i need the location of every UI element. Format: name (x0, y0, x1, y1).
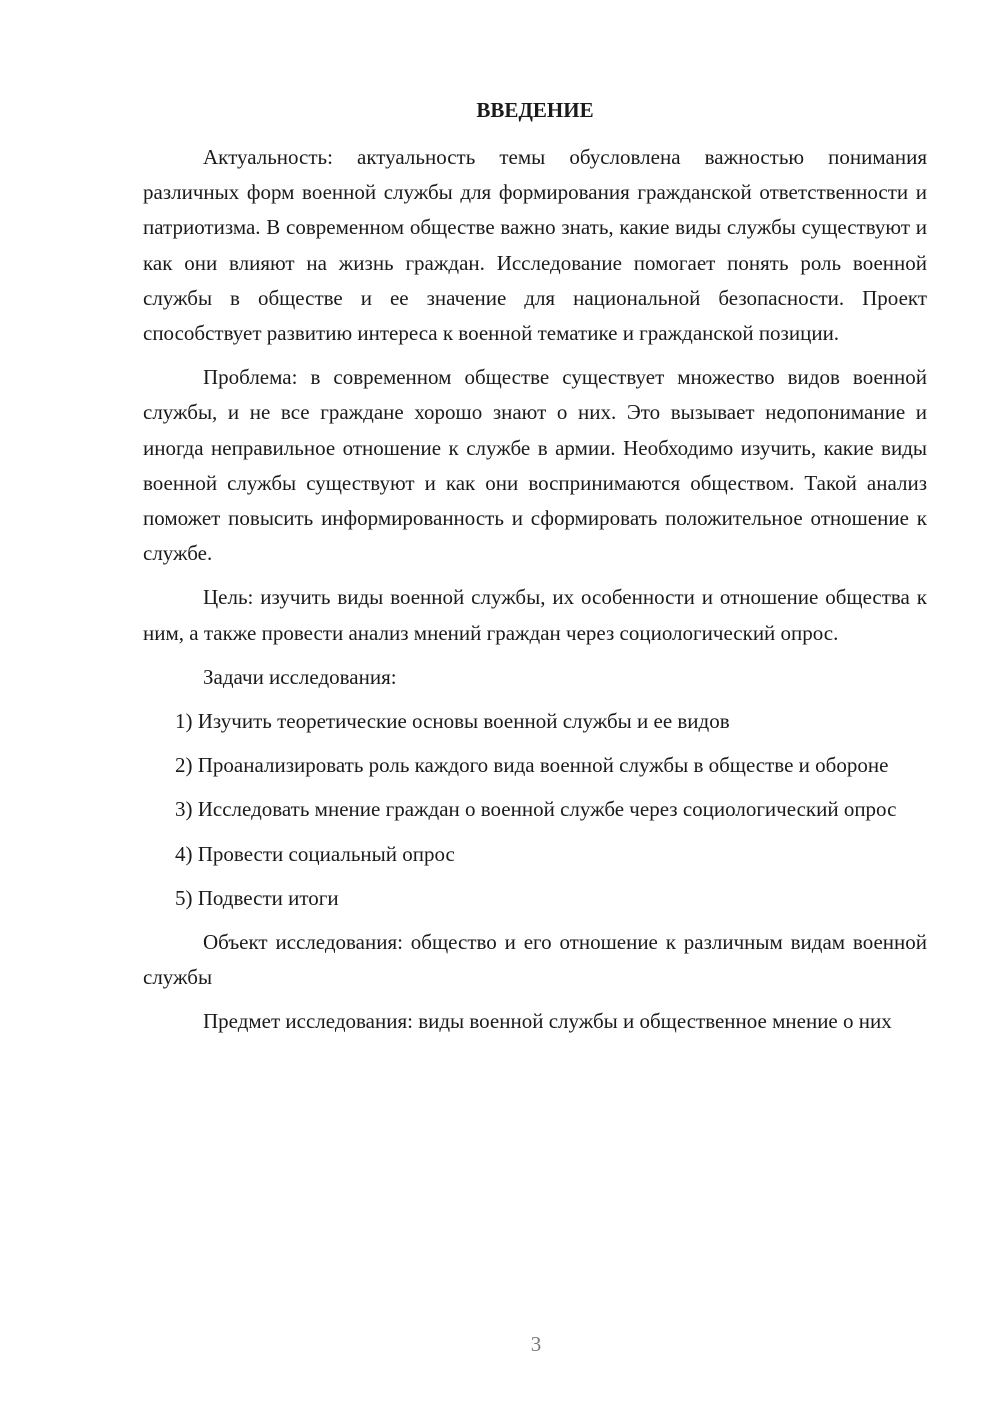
task-item-1: 1) Изучить теоретические основы военной службы и ее видов (175, 709, 730, 734)
task-item-3: 3) Исследовать мнение граждан о военной службе через социологический опрос (175, 797, 897, 822)
paragraph-goal: Цель: изучить виды военной службы, их особенности и отношение общества к ним, а также провести анализ мнений граждан через социологический опрос. (143, 585, 927, 645)
paragraph-tasks-intro: Задачи исследования: (203, 664, 397, 689)
paragraph-subject: Предмет исследования: виды военной службы и общественное мнение о них (203, 1009, 892, 1034)
paragraph-object: Объект исследования: общество и его отношение к различным видам военной службы (143, 930, 927, 990)
task-item-5: 5) Подвести итоги (175, 885, 339, 910)
page-content (143, 96, 927, 1049)
section-heading: ВВЕДЕНИЕ (476, 98, 594, 122)
task-item-2: 2) Проанализировать роль каждого вида военной службы в обществе и обороне (175, 753, 889, 778)
paragraph-problem: Проблема: в современном обществе существует множество видов военной службы, и не все граждане хорошо знают о них. Это вызывает недопонимание и иногда неправильное отношение к службе в армии. Необходимо изучить, какие виды военной службы существуют и как они воспринимаются обществом. Такой анализ поможет повысить информированность и сформировать положительное отношение к службе. (143, 365, 927, 566)
paragraph-relevance: Актуальность: актуальность темы обусловлена важностью понимания различных форм военной службы для формирования гражданской ответственности и патриотизма. В современном обществе важно знать, какие виды службы существуют и как они влияют на жизнь граждан. Исследование помогает понять роль военной службы в обществе и ее значение для национальной безопасности. Проект способствует развитию интереса к военной тематике и гражданской позиции. (143, 145, 927, 346)
task-item-4: 4) Провести социальный опрос (175, 841, 455, 866)
page-number: 3 (530, 1332, 542, 1356)
